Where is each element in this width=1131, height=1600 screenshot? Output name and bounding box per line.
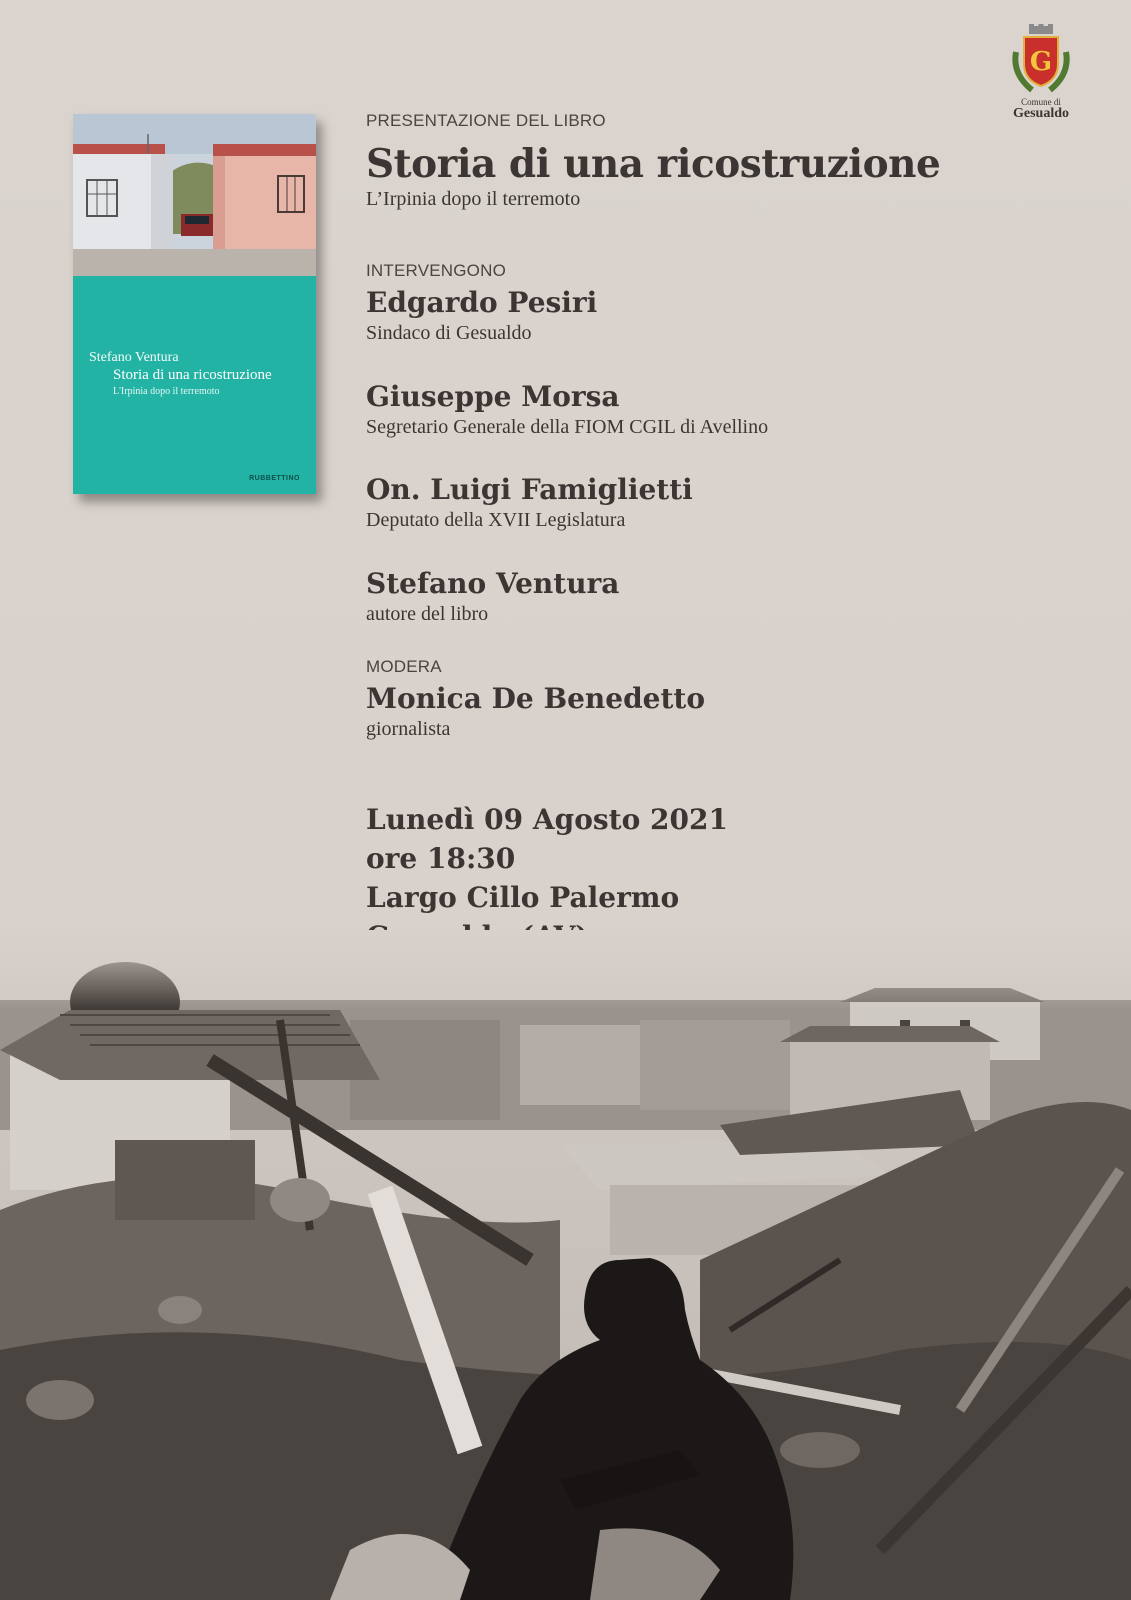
speaker-name: Stefano Ventura	[366, 567, 620, 600]
ruins-photo	[0, 930, 1131, 1600]
speaker-name: Edgardo Pesiri	[366, 286, 598, 319]
logo-line1: Comune di	[1021, 97, 1061, 107]
coat-of-arms-icon	[1010, 24, 1072, 96]
book-cover-photo	[73, 114, 316, 276]
speaker-role: Deputato della XVII Legislatura	[366, 509, 626, 531]
speaker-role: Sindaco di Gesualdo	[366, 322, 532, 344]
speaker-name: On. Luigi Famiglietti	[366, 473, 693, 506]
logo-line2: Gesualdo	[1012, 106, 1069, 121]
kicker: PRESENTAZIONE DEL LIBRO	[366, 111, 606, 130]
event-time: ore 18:30	[366, 842, 516, 875]
moderator-label: MODERA	[366, 657, 442, 676]
logo-letter: G	[1029, 47, 1053, 77]
book-cover-panel	[73, 276, 316, 494]
comune-logo	[996, 24, 1086, 134]
speakers-label: INTERVENGONO	[366, 261, 506, 280]
page-subtitle: L’Irpinia dopo il terremoto	[366, 188, 581, 210]
speaker-role: autore del libro	[366, 603, 489, 625]
speaker-role: Segretario Generale della FIOM CGIL di Avellino	[366, 416, 769, 438]
event-date: Lunedì 09 Agosto 2021	[366, 803, 728, 836]
event-place: Largo Cillo Palermo	[366, 881, 680, 914]
book-publisher: RUBBETTINO	[249, 475, 300, 482]
speaker-name: Giuseppe Morsa	[366, 380, 620, 413]
book-author: Stefano Ventura	[89, 350, 179, 365]
page-title: Storia di una ricostruzione	[366, 141, 941, 187]
moderator-name: Monica De Benedetto	[366, 682, 706, 715]
book-subtitle: L'Irpinia dopo il terremoto	[113, 386, 220, 397]
book-title: Storia di una ricostruzione	[113, 367, 272, 383]
book-cover	[73, 114, 316, 494]
moderator-role: giornalista	[366, 718, 451, 740]
